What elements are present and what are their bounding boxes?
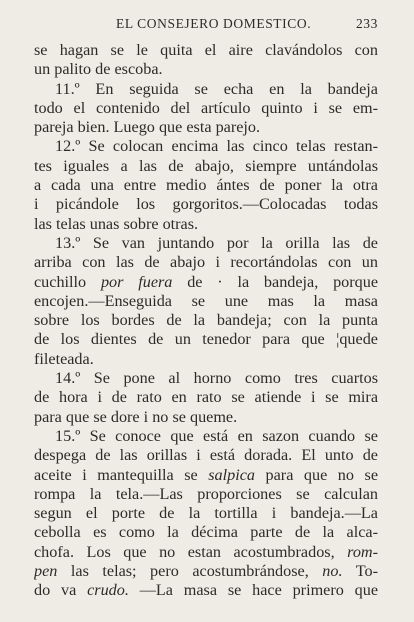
text-line	[34, 80, 378, 99]
text-line	[34, 41, 378, 60]
text-segment: To-	[355, 562, 378, 581]
page-header	[0, 16, 378, 36]
text-segment: rompa la tela.—Las proporciones se calculan	[34, 484, 378, 503]
running-head: EL CONSEJERO DOMESTICO.	[116, 16, 312, 31]
italic-segment: rom-	[347, 542, 378, 561]
text-line	[34, 253, 378, 272]
text-segment: para que no se	[265, 465, 378, 484]
text-segment: arriba con las de abajo i recortándolas con un	[34, 253, 378, 272]
text-line	[34, 350, 378, 369]
text-line	[34, 311, 378, 330]
text-line	[34, 427, 378, 446]
text-segment: cebolla es como la décima parte de la alca-	[34, 523, 378, 542]
text-line	[34, 504, 378, 523]
text-segment: despega de las orillas i está dorada. El unto de	[34, 446, 378, 465]
text-line	[34, 446, 378, 465]
text-segment: 15.º Se conoce que está en sazon cuando se	[55, 426, 378, 445]
text-line	[34, 273, 378, 292]
text-segment: —La masa se hace primero que	[139, 581, 378, 600]
text-line	[34, 485, 378, 504]
text-line	[34, 543, 378, 562]
page-number: 233	[355, 16, 378, 31]
text-segment: 12.º Se colocan encima las cinco telas restan-	[55, 137, 378, 156]
text-segment: 13.º Se van juntando por la orilla las de	[55, 233, 378, 252]
text-segment: a cada una entre medio ántes de poner la otra	[34, 176, 378, 195]
text-line	[34, 99, 378, 118]
text-segment: de · la bandeja, porque	[187, 272, 378, 291]
text-line	[34, 60, 378, 79]
text-segment: para que se dore i no se queme.	[34, 407, 238, 426]
text-segment: do va	[34, 581, 77, 600]
text-line	[34, 215, 378, 234]
body-text	[34, 41, 378, 601]
italic-segment: pen	[34, 562, 58, 581]
text-segment: i picándole los gorgoritos.—Colocadas todas	[34, 195, 378, 214]
text-line	[34, 137, 378, 156]
italic-segment: crudo.	[87, 581, 129, 600]
text-segment: sobre los bordes de la bandeja; con la punta	[34, 311, 378, 330]
text-segment: de hora i de rato en rato se atiende i se mira	[34, 388, 378, 407]
text-segment: 14.º Se pone al horno como tres cuartos	[55, 369, 378, 388]
text-segment: chofa. Los que no estan acostumbrados,	[34, 542, 335, 561]
text-line	[34, 330, 378, 349]
text-line	[34, 176, 378, 195]
text-line	[34, 581, 378, 600]
text-line	[34, 523, 378, 542]
italic-segment: por fuera	[100, 272, 173, 291]
text-line	[34, 466, 378, 485]
text-segment: se hagan se le quita el aire clavándolos con	[34, 41, 378, 59]
text-line	[34, 562, 378, 581]
text-segment: todo el contenido del artículo quinto i se em-	[34, 98, 378, 117]
text-line	[34, 369, 378, 388]
text-segment: 11.º En seguida se echa en la bandeja	[55, 79, 378, 98]
text-line	[34, 408, 378, 427]
text-line	[34, 118, 378, 137]
text-segment: cuchillo	[34, 272, 87, 291]
text-segment: las telas; pero acostumbrándose,	[70, 562, 309, 581]
text-segment: tes iguales a las de abajo, siempre untándolas	[34, 156, 378, 175]
text-segment: aceite i mantequilla se	[34, 465, 198, 484]
text-segment: encojen.—Enseguida se une mas la masa	[34, 291, 378, 310]
text-segment: un palito de escoba.	[34, 60, 163, 79]
italic-segment: salpica	[208, 465, 255, 484]
text-line	[34, 195, 378, 214]
text-line	[34, 157, 378, 176]
text-line	[34, 388, 378, 407]
text-segment: pareja bien. Luego que esta parejo.	[34, 118, 261, 137]
italic-segment: no.	[322, 562, 343, 581]
text-line	[34, 234, 378, 253]
text-line	[34, 292, 378, 311]
text-segment: las telas unas sobre otras.	[34, 214, 199, 233]
text-segment: segun el porte de la tortilla i bandeja.—La	[34, 504, 378, 523]
text-segment: fileteada.	[34, 349, 94, 368]
text-segment: de los dientes de un tenedor para que ¦quede	[34, 330, 378, 349]
